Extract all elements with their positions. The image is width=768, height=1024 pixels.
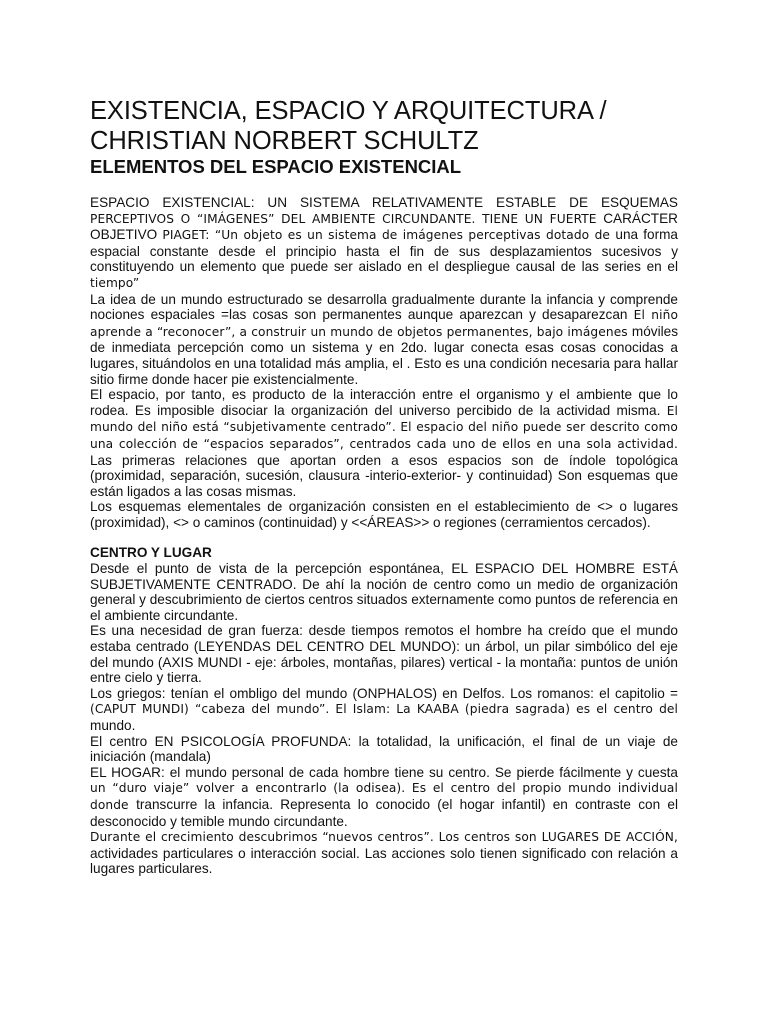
section-heading-centro-y-lugar: CENTRO Y LUGAR bbox=[90, 545, 212, 561]
title-line-1: EXISTENCIA, ESPACIO Y ARQUITECTURA / bbox=[90, 97, 607, 125]
text-run: El niño aprende a “reconocer”, a construir un mundo de objetos permanentes, bajo imágenes bbox=[90, 308, 679, 339]
text-run: un “duro viaje” volver a encontrarlo (la odisea). Es el centro del propio mundo individual donde bbox=[90, 781, 678, 812]
text-run: una forma espacial constante desde el principio hasta el fin de sus desplazamientos sucesivos y constituyendo un elemento que puede ser aislado en el despliegue causal de las series en el bbox=[90, 227, 678, 275]
document-page bbox=[90, 96, 678, 877]
text-run: EL HOGAR: el mundo personal de cada hombre tiene su centro. Se pierde fácilmente y cuesta bbox=[90, 764, 678, 780]
title-line-2: CHRISTIAN NORBERT SCHULTZ bbox=[90, 127, 479, 155]
paragraph-percepcion-espontanea: Desde el punto de vista de la percepción espontánea, EL ESPACIO DEL HOMBRE ESTÁ SUBJETIVAMENTE CENTRADO. De ahí la noción de centro como un medio de organización general y descubrimiento de ciertos centros situados externamente como puntos de referencia en el ambiente circundante. bbox=[90, 561, 678, 623]
paragraph-griegos bbox=[90, 686, 678, 734]
paragraph-esquemas-elementales: Los esquemas elementales de organización consisten en el establecimiento de <> o lugares (proximidad), <> o caminos (continuidad) y <<ÁREAS>> o regiones (cerramientos cercados). bbox=[90, 499, 678, 530]
text-run: transcurre la infancia. Representa lo conocido (el hogar infantil) en contraste con el desconocido y temible mundo circundante. bbox=[90, 796, 678, 829]
paragraph-necesidad-gran-fuerza: Es una necesidad de gran fuerza: desde tiempos remotos el hombre ha creído que el mundo estaba centrado (LEYENDAS DEL CENTRO DEL MUNDO): un árbol, un pilar simbólico del eje del mundo (AXIS MUNDI - eje: árboles, montañas, pilares) vertical - la montaña: puntos de unión entre cielo y tierra. bbox=[90, 623, 678, 686]
text-run: PERCEPTIVOS O “IMÁGENES” DEL AMBIENTE CIRCUNDANTE. TIENE UN FUERTE bbox=[90, 211, 604, 226]
text-run: El espacio, por tanto, es producto de la interacción entre el organismo y el ambiente que lo rodea. Es imposible disociar la organización del universo percibido de la actividad misma. bbox=[90, 387, 678, 418]
text-run: tiempo” bbox=[90, 275, 140, 290]
section-gap bbox=[90, 530, 678, 545]
text-run: CARÁCTER OBJETIVO bbox=[90, 210, 678, 243]
paragraph-espacio-existencial bbox=[90, 195, 678, 292]
text-run: Los griegos: tenían el ombligo del mundo (ONPHALOS) en Delfos. Los romanos: el capitolio = bbox=[90, 685, 678, 701]
text-run: móviles de inmediata percepción como un sistema y en 2do. lugar conecta esas cosas conocidas a lugares, situándolos en una totalidad más amplia, el . Esto es una condición necesaria para hallar sitio firme donde hacer pie existencialmente. bbox=[90, 323, 678, 387]
document-title bbox=[90, 96, 678, 156]
text-run: actividades particulares o interacción social. Las acciones solo tienen significado con relación a lugares particulares. bbox=[90, 845, 678, 877]
text-run: PIAGET: “Un objeto es un sistema de imágenes perceptivas dotado de bbox=[162, 228, 616, 243]
paragraph-nuevos-centros bbox=[90, 829, 678, 877]
paragraph-psicologia-profunda: El centro EN PSICOLOGÍA PROFUNDA: la totalidad, la unificación, el final de un viaje de iniciación (mandala) bbox=[90, 733, 678, 765]
text-run: La idea de un mundo estructurado se desarrolla gradualmente durante la infancia y comprende nociones espaciales =las cosas son permanentes aunque aparezcan y desaparezcan bbox=[90, 291, 678, 323]
paragraph-el-hogar bbox=[90, 765, 678, 829]
paragraph-espacio-producto bbox=[90, 387, 678, 499]
text-run: Las primeras relaciones que aportan orden a esos espacios son de índole topológica (proximidad, separación, sucesión, clausura -interio-exterior- y continuidad) Son esquemas que están ligados a las cosas mismas. bbox=[90, 452, 678, 499]
document-subtitle: ELEMENTOS DEL ESPACIO EXISTENCIAL bbox=[90, 156, 462, 177]
text-run: ESPACIO EXISTENCIAL: UN SISTEMA RELATIVAMENTE ESTABLE DE ESQUEMAS bbox=[90, 195, 678, 210]
paragraph-mundo-estructurado bbox=[90, 292, 678, 388]
text-run: (CAPUT MUNDI) “cabeza del mundo”. El Islam: La KAABA (piedra sagrada) es el centro del bbox=[90, 702, 678, 717]
text-run: mundo. bbox=[90, 718, 136, 733]
text-run: El mundo del niño está “subjetivamente centrado”. El espacio del niño puede ser descrito como una colección de “espacios separados”, centrados cada uno de ellos en una sola actividad. bbox=[90, 403, 678, 451]
text-run: Durante el crecimiento descubrimos “nuevos centros”. Los centros son LUGARES DE ACCIÓN, bbox=[90, 830, 678, 845]
